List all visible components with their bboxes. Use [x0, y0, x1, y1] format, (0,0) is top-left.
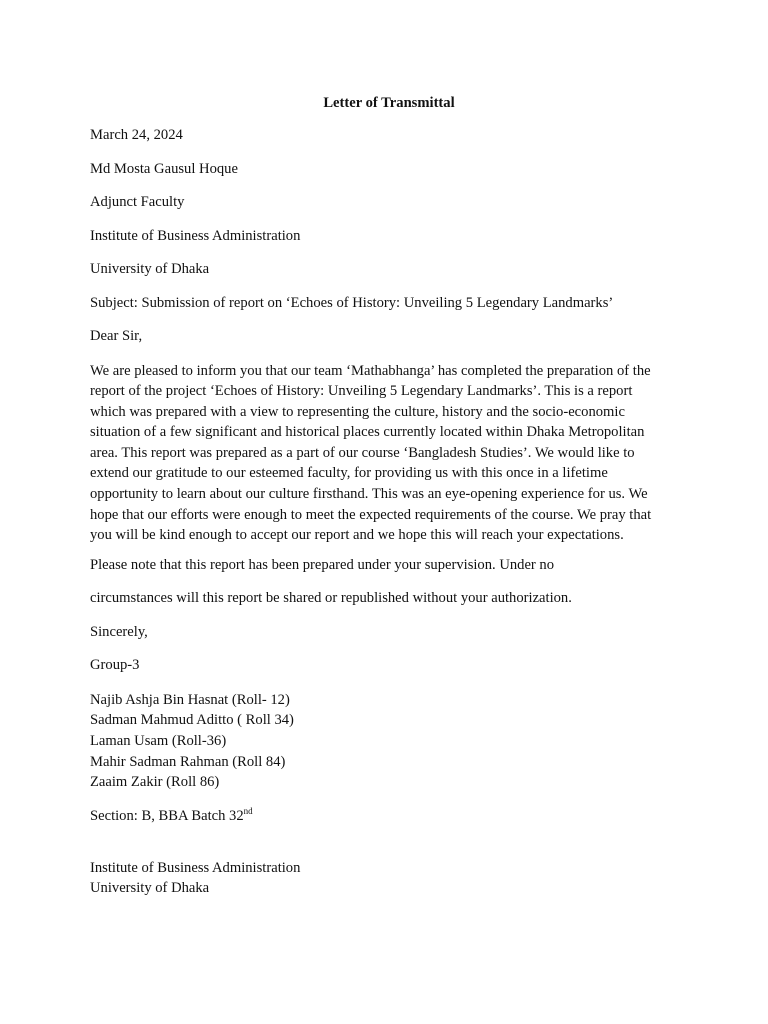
letter-date: March 24, 2024 — [90, 127, 183, 143]
body-line: situation of a few significant and historical places currently located within Dhaka Metropolitan — [90, 424, 645, 441]
list-item: Laman Usam (Roll-36) — [90, 733, 227, 750]
salutation: Dear Sir, — [90, 328, 143, 344]
body-line: We are pleased to inform you that our team ‘Mathabhanga’ has completed the preparation of the — [90, 362, 651, 379]
body-line: which was prepared with a view to representing the culture, history and the socio-economic — [90, 403, 625, 420]
letter-page — [90, 94, 680, 898]
body-line: report of the project ‘Echoes of History: Unveiling 5 Legendary Landmarks’. This is a report — [90, 383, 633, 400]
body-line: you will be kind enough to accept our report and we hope this will reach your expectations. — [90, 527, 624, 544]
letter-title: Letter of Transmittal — [323, 95, 455, 111]
sender-address — [90, 858, 680, 898]
recipient-institute: Institute of Business Administration — [90, 227, 301, 244]
list-item: Najib Ashja Bin Hasnat (Roll- 12) — [90, 691, 290, 708]
note-line-1: Please note that this report has been prepared under your supervision. Under no — [90, 556, 555, 573]
sender-university: University of Dhaka — [90, 879, 210, 896]
closing: Sincerely, — [90, 623, 148, 640]
list-item: Zaaim Zakir (Roll 86) — [90, 774, 220, 791]
section-info — [90, 807, 680, 825]
letter-subject: Subject: Submission of report on ‘Echoes of History: Unveiling 5 Legendary Landmarks’ — [90, 294, 614, 311]
note-line-2: circumstances will this report be shared or republished without your authorization. — [90, 590, 572, 607]
body-line: extend our gratitude to our esteemed faculty, for providing us with this once in a lifetime — [90, 465, 608, 482]
recipient-position: Adjunct Faculty — [90, 194, 185, 210]
body-paragraph — [90, 361, 680, 546]
list-item: Mahir Sadman Rahman (Roll 84) — [90, 753, 286, 770]
sender-institute: Institute of Business Administration — [90, 859, 301, 876]
recipient-name: Md Mosta Gausul Hoque — [90, 160, 238, 177]
section-text: Section: B, BBA Batch 32 — [90, 807, 244, 824]
member-list — [90, 690, 680, 793]
group-name: Group-3 — [90, 657, 140, 674]
section-superscript: nd — [243, 805, 253, 816]
body-line: area. This report was prepared as a part of our course ‘Bangladesh Studies’. We would like to — [90, 444, 635, 461]
list-item: Sadman Mahmud Aditto ( Roll 34) — [90, 712, 294, 729]
body-line: opportunity to learn about our culture firsthand. This was an eye-opening experience for us. We — [90, 486, 648, 503]
body-line: hope that our efforts were enough to meet the expected requirements of the course. We pray that — [90, 506, 652, 523]
recipient-university: University of Dhaka — [90, 261, 210, 277]
